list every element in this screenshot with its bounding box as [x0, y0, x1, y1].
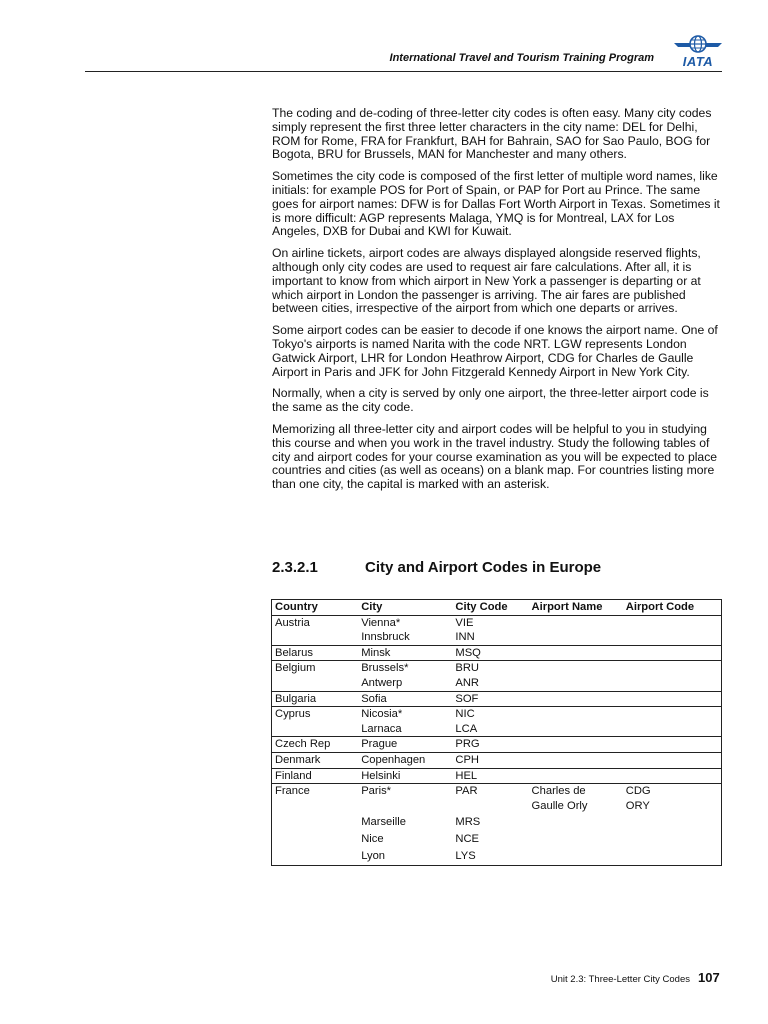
city-cell: Brussels*	[358, 661, 452, 676]
section-title: City and Airport Codes in Europe	[365, 559, 602, 576]
table-row	[272, 752, 722, 768]
paragraph: Normally, when a city is served by only one airport, the three-letter airport code is the same as the city code.	[272, 386, 709, 415]
airport-name-cell	[529, 847, 623, 866]
airport-code-cell	[623, 645, 722, 661]
airport-code-cell	[623, 722, 722, 737]
country-cell: Austria	[272, 615, 359, 630]
paragraph: Sometimes the city code is composed of the first letter of multiple word names, like initials: for example POS for Port of Spain, or PAP for Port au Prince. The same goes for airport names: DFW is for Dallas Fort Worth Airport in Texas. Sometimes it is more difficult: AGP represents Malaga, YMQ is for Montreal, LAX for Los Angeles, DXB for Dubai and KWI for Kuwait.	[272, 169, 720, 239]
country-cell	[272, 630, 359, 645]
table-row	[272, 813, 722, 830]
airport-name-cell: Charles de	[529, 784, 623, 799]
city-cell: Antwerp	[361, 676, 403, 689]
table-row	[272, 615, 722, 630]
country-cell	[272, 813, 359, 830]
country-cell: Belarus	[272, 645, 359, 661]
country-cell	[272, 722, 359, 737]
city-code-cell: INN	[455, 631, 475, 644]
airport-name-cell	[529, 737, 623, 753]
city-code-cell: LYS	[455, 849, 476, 862]
table-row	[272, 691, 722, 707]
column-header: City	[358, 600, 452, 616]
airport-code-cell	[623, 813, 722, 830]
city-code-cell: BRU	[452, 661, 528, 676]
airport-name-cell	[529, 830, 623, 847]
column-header: Country	[272, 600, 359, 616]
airport-code-cell: ORY	[625, 799, 650, 812]
footer-unit-label: Unit 2.3: Three-Letter City Codes	[550, 974, 690, 985]
table-row	[272, 661, 722, 676]
city-cell	[358, 799, 452, 814]
country-cell: Denmark	[272, 752, 359, 768]
table-row	[272, 847, 722, 866]
paragraph: The coding and de-coding of three-letter city codes is often easy. Many city codes simply represent the first three letter characters in the city name: DEL for Delhi, ROM for Rome, FRA for Frankfurt, BAH for Bahrain, SAO for Sao Paulo, BOG for Bogota, BRU for Brussels, MAN for Manchester and many others.	[272, 106, 712, 162]
airport-code-cell	[623, 630, 722, 645]
city-code-cell: SOF	[452, 691, 528, 707]
table-row	[272, 707, 722, 722]
city-cell: Copenhagen	[358, 752, 452, 768]
country-cell: Belgium	[272, 661, 359, 676]
airport-name-cell	[529, 645, 623, 661]
airport-name-cell	[529, 615, 623, 630]
airport-name-cell	[529, 768, 623, 784]
city-code-cell: VIE	[452, 615, 528, 630]
table-header-row	[272, 600, 722, 616]
city-code-cell: CPH	[452, 752, 528, 768]
city-code-cell: NCE	[455, 832, 480, 845]
city-cell: Vienna*	[358, 615, 452, 630]
city-cell: Larnaca	[361, 722, 402, 735]
logo-text: IATA	[682, 54, 714, 69]
globe-icon	[672, 34, 724, 56]
airport-code-cell	[623, 847, 722, 866]
city-cell: Helsinki	[358, 768, 452, 784]
table-row	[272, 799, 722, 814]
airport-code-cell	[623, 615, 722, 630]
column-header: City Code	[452, 600, 528, 616]
country-cell: France	[272, 784, 359, 799]
airport-code-cell	[623, 661, 722, 676]
paragraph: Memorizing all three-letter city and airport codes will be helpful to you in studying this course and when you work in the travel industry. Study the following tables of city and airport codes for your course examination as you will be expected to place countries and cities (as well as oceans) on a blank map. For countries listing more than one city, the capital is marked with an asterisk.	[272, 421, 718, 492]
airport-code-cell	[623, 737, 722, 753]
city-code-cell	[452, 799, 528, 814]
header-divider	[85, 71, 722, 72]
city-cell: Nicosia*	[358, 707, 452, 722]
paragraph: On airline tickets, airport codes are always displayed alongside reserved flights, although only city codes are used to request air fare calculations. After all, it is important to know from which airport in New York a passenger is departing or at which airport in London the passenger is arriving. The air fares are published between cities, irrespective of the airport from which one departs or arrives.	[272, 246, 701, 316]
country-cell: Cyprus	[272, 707, 359, 722]
city-cell: Nice	[361, 832, 384, 845]
iata-logo	[672, 34, 724, 70]
country-cell: Bulgaria	[272, 691, 359, 707]
airport-code-cell	[623, 676, 722, 691]
airport-code-cell: CDG	[623, 784, 722, 799]
city-code-cell: PRG	[452, 737, 528, 753]
city-cell: Minsk	[358, 645, 452, 661]
section-heading	[272, 559, 724, 576]
airport-name-cell	[529, 722, 623, 737]
section-number: 2.3.2.1	[272, 559, 318, 576]
airport-name-cell	[529, 661, 623, 676]
airport-name-cell	[529, 630, 623, 645]
airport-code-cell	[623, 691, 722, 707]
city-cell: Innsbruck	[361, 631, 410, 644]
city-cell: Lyon	[361, 849, 386, 862]
airport-code-cell	[623, 768, 722, 784]
country-cell	[272, 799, 359, 814]
country-cell	[272, 830, 359, 847]
airport-name-cell	[529, 676, 623, 691]
table-row	[272, 676, 722, 691]
column-header: Airport Name	[529, 600, 623, 616]
country-cell	[272, 676, 359, 691]
city-airport-codes-table	[271, 599, 722, 866]
city-code-cell: ANR	[455, 676, 480, 689]
city-code-cell: MSQ	[452, 645, 528, 661]
table-row	[272, 737, 722, 753]
airport-code-cell	[623, 830, 722, 847]
country-cell	[272, 847, 359, 866]
city-cell: Paris*	[358, 784, 452, 799]
table-row	[272, 768, 722, 784]
country-cell: Finland	[272, 768, 359, 784]
city-cell: Sofia	[358, 691, 452, 707]
table-row	[272, 630, 722, 645]
airport-code-cell	[623, 707, 722, 722]
country-cell: Czech Rep	[272, 737, 359, 753]
table-row	[272, 784, 722, 799]
header-title: International Travel and Tourism Training Program	[389, 52, 654, 64]
table-row	[272, 722, 722, 737]
table-row	[272, 645, 722, 661]
airport-name-cell	[529, 707, 623, 722]
city-code-cell: LCA	[455, 722, 478, 735]
airport-name-cell	[529, 813, 623, 830]
body-text	[272, 107, 724, 500]
city-cell: Marseille	[361, 816, 406, 829]
table-row	[272, 830, 722, 847]
city-code-cell: PAR	[452, 784, 528, 799]
city-cell: Prague	[358, 737, 452, 753]
page-number: 107	[698, 970, 720, 985]
airport-code-cell	[623, 752, 722, 768]
city-code-cell: HEL	[452, 768, 528, 784]
city-code-cell: MRS	[455, 816, 481, 829]
airport-name-cell: Gaulle Orly	[531, 799, 588, 812]
city-code-cell: NIC	[452, 707, 528, 722]
airport-name-cell	[529, 691, 623, 707]
paragraph: Some airport codes can be easier to decode if one knows the airport name. One of Tokyo's airports is named Narita with the code NRT. LGW represents London Gatwick Airport, LHR for London Heathrow Airport, CDG for Charles de Gaulle Airport in Paris and JFK for John Fitzgerald Kennedy Airport in New York City.	[272, 323, 718, 379]
column-header: Airport Code	[623, 600, 722, 616]
airport-name-cell	[529, 752, 623, 768]
